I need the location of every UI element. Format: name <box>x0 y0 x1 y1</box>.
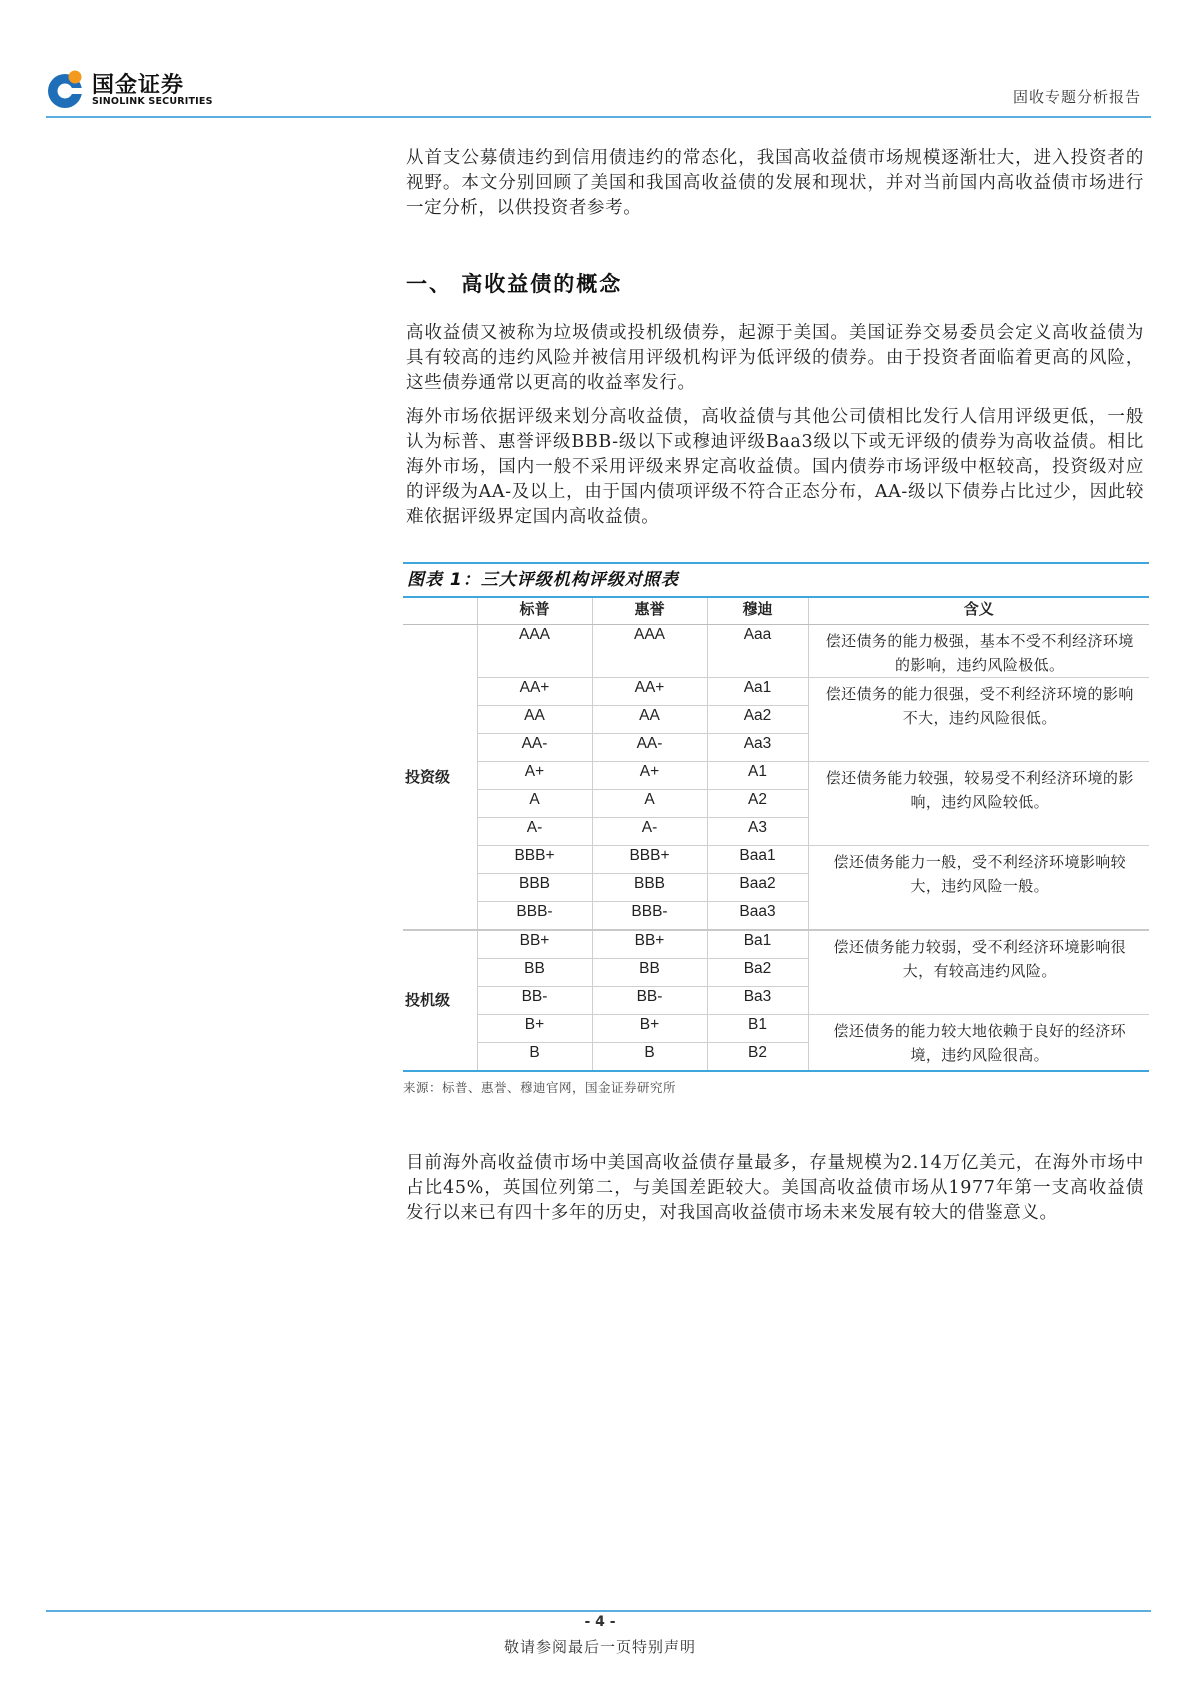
paragraph-after-figure-block <box>406 1151 1144 1226</box>
cell-moodys: Aaa <box>707 625 808 678</box>
cell-sp: AA+ <box>477 678 592 706</box>
cell-sp: A+ <box>477 762 592 790</box>
section1-paragraph-1-block <box>406 321 1144 396</box>
header-meaning: 含义 <box>808 598 1149 625</box>
cell-sp: A <box>477 790 592 818</box>
cell-fitch: B+ <box>592 1015 707 1043</box>
cell-fitch: BB- <box>592 987 707 1015</box>
table-row <box>403 762 1149 790</box>
cell-moodys: Ba3 <box>707 987 808 1015</box>
cell-meaning: 偿还债务能力一般，受不利经济环境影响较大，违约风险一般。 <box>808 846 1149 931</box>
cell-moodys: Baa1 <box>707 846 808 874</box>
cell-meaning: 偿还债务能力较弱，受不利经济环境影响很大，有较高违约风险。 <box>808 930 1149 1015</box>
cell-fitch: BBB <box>592 874 707 902</box>
header-moodys: 穆迪 <box>707 598 808 625</box>
figure-source: 来源：标普、惠誉、穆迪官网，国金证券研究所 <box>403 1080 677 1095</box>
cell-fitch: A- <box>592 818 707 846</box>
header-fitch: 惠誉 <box>592 598 707 625</box>
cell-fitch: A+ <box>592 762 707 790</box>
table-row <box>403 930 1149 959</box>
section1-paragraph-1: 高收益债又被称为垃圾债或投机级债券，起源于美国。美国证券交易委员会定义高收益债为具有较高的违约风险并被信用评级机构评为低评级的债券。由于投资者面临着更高的风险，这些债券通常以更高的收益率发行。 <box>406 323 1144 393</box>
sinolink-logo-icon <box>46 68 86 110</box>
report-type: 固收专题分析报告 <box>1012 88 1141 106</box>
cell-fitch: BBB+ <box>592 846 707 874</box>
cell-fitch: BB <box>592 959 707 987</box>
cell-moodys: Baa2 <box>707 874 808 902</box>
cell-fitch: AA <box>592 706 707 734</box>
logo-chinese-name: 国金证券 <box>92 73 185 98</box>
cell-moodys: A1 <box>707 762 808 790</box>
cell-sp: BB+ <box>477 930 592 959</box>
table-row <box>403 846 1149 874</box>
intro-paragraph: 从首支公募债违约到信用债违约的常态化，我国高收益债市场规模逐渐壮大，进入投资者的视野。本文分别回顾了美国和我国高收益债的发展和现状，并对当前国内高收益债市场进行一定分析，以供投资者参考。 <box>406 148 1144 218</box>
logo-english-name: SINOLINK SECURITIES <box>92 96 213 107</box>
cell-moodys: Aa2 <box>707 706 808 734</box>
cell-fitch: AA+ <box>592 678 707 706</box>
cell-fitch: AAA <box>592 625 707 678</box>
cell-fitch: A <box>592 790 707 818</box>
cell-moodys: B1 <box>707 1015 808 1043</box>
cell-sp: BBB <box>477 874 592 902</box>
cell-sp: AA- <box>477 734 592 762</box>
table-row <box>403 1015 1149 1043</box>
cell-moodys: B2 <box>707 1043 808 1071</box>
cell-sp: BB- <box>477 987 592 1015</box>
page-header <box>46 66 1151 118</box>
cell-fitch: AA- <box>592 734 707 762</box>
cell-meaning: 偿还债务的能力较大地依赖于良好的经济环境，违约风险很高。 <box>808 1015 1149 1071</box>
footer-disclaimer: 敬请参阅最后一页特别声明 <box>503 1638 696 1656</box>
cell-moodys: Baa3 <box>707 902 808 931</box>
cell-sp: BBB- <box>477 902 592 931</box>
rating-table <box>403 598 1149 1070</box>
figure-title: 图表 1：三大评级机构评级对照表 <box>403 562 1149 598</box>
group-speculative-grade: 投机级 <box>403 930 477 1070</box>
header-sp: 标普 <box>477 598 592 625</box>
cell-sp: BBB+ <box>477 846 592 874</box>
cell-moodys: Ba1 <box>707 930 808 959</box>
paragraph-after-figure: 目前海外高收益债市场中美国高收益债存量最多，存量规模为2.14万亿美元，在海外市场中占比45%，英国位列第二，与美国差距较大。美国高收益债市场从1977年第一支高收益债发行以来已有四十多年的历史，对我国高收益债市场未来发展有较大的借鉴意义。 <box>406 1153 1144 1223</box>
figure-1 <box>403 562 1149 1096</box>
figure-bottom-rule <box>403 1070 1149 1072</box>
cell-sp: AA <box>477 706 592 734</box>
cell-meaning: 偿还债务的能力极强，基本不受不利经济环境的影响，违约风险极低。 <box>808 625 1149 678</box>
cell-sp: AAA <box>477 625 592 678</box>
table-header-row <box>403 598 1149 625</box>
cell-moodys: A2 <box>707 790 808 818</box>
footer-rule <box>46 1610 1151 1612</box>
section1-paragraph-2-block <box>406 405 1144 530</box>
cell-fitch: B <box>592 1043 707 1071</box>
group-investment-grade: 投资级 <box>405 767 451 786</box>
cell-fitch: BBB- <box>592 902 707 931</box>
cell-sp: B+ <box>477 1015 592 1043</box>
table-row <box>403 678 1149 706</box>
company-logo <box>46 68 226 112</box>
cell-moodys: Aa1 <box>707 678 808 706</box>
cell-meaning: 偿还债务的能力很强，受不利经济环境的影响不大，违约风险很低。 <box>808 678 1149 762</box>
section1-paragraph-2: 海外市场依据评级来划分高收益债，高收益债与其他公司债相比发行人信用评级更低，一般认为标普、惠誉评级BBB-级以下或穆迪评级Baa3级以下或无评级的债券为高收益债。相比海外市场，国内一般不采用评级来界定高收益债。国内债券市场评级中枢较高，投资级对应的评级为AA-及以上，由于国内债项评级不符合正态分布，AA-级以下债券占比过少，因此较难依据评级界定国内高收益债。 <box>406 407 1144 527</box>
cell-moodys: A3 <box>707 818 808 846</box>
cell-moodys: Aa3 <box>707 734 808 762</box>
cell-sp: A- <box>477 818 592 846</box>
header-blank <box>403 598 477 625</box>
intro-paragraph-block <box>406 146 1144 221</box>
page-number: - 4 - <box>584 1614 616 1630</box>
cell-fitch: BB+ <box>592 930 707 959</box>
cell-moodys: Ba2 <box>707 959 808 987</box>
cell-sp: BB <box>477 959 592 987</box>
section-heading: 一、 高收益债的概念 <box>406 272 623 296</box>
cell-sp: B <box>477 1043 592 1071</box>
table-row <box>403 625 1149 678</box>
cell-meaning: 偿还债务能力较强，较易受不利经济环境的影响，违约风险较低。 <box>808 762 1149 846</box>
